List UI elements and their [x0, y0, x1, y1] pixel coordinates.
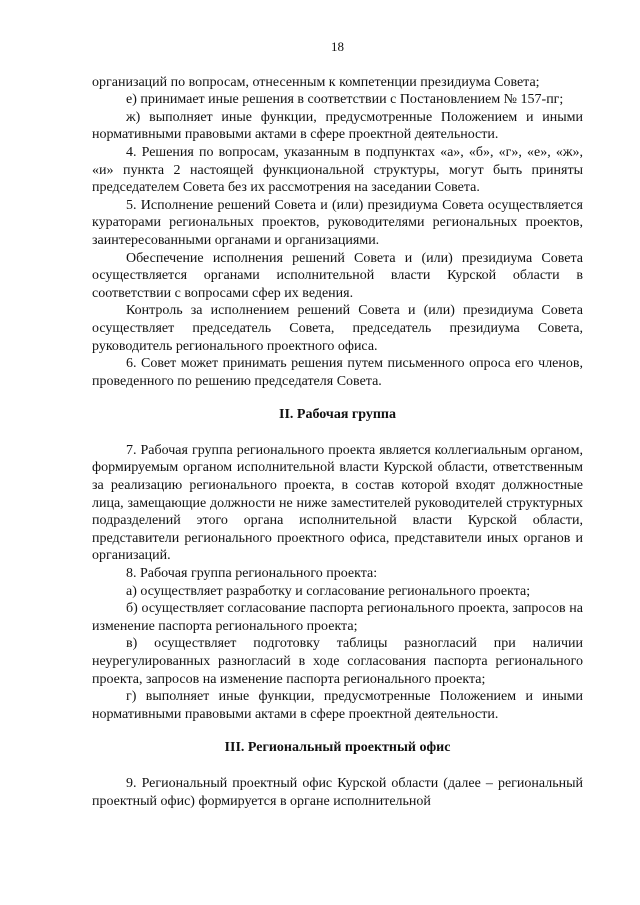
paragraph: 5. Исполнение решений Совета и (или) президиума Совета осуществляется кураторами региональных проектов, руководителями региональных проектов, заинтересованными органами и организациями.: [92, 197, 583, 248]
paragraph: 8. Рабочая группа регионального проекта:: [126, 566, 378, 582]
section-2-body: [92, 442, 583, 724]
section-1-continuation: [92, 74, 583, 391]
paragraph: 7. Рабочая группа регионального проекта является коллегиальным органом, формируемым органом исполнительной власти Курской области, ответственным за реализацию регионального проекта, в состав которой входят должностные лица, замещающие должности не ниже заместителей руководителей структурных подразделений этого органа исполнительной власти Курской области, представители регионального проектного офиса, представители иных органов и организаций.: [92, 442, 583, 564]
section-3-body: [92, 775, 583, 810]
paragraph: г) выполняет иные функции, предусмотренные Положением и иными нормативными правовыми актами в сфере проектной деятельности.: [92, 689, 583, 722]
section-heading: III. Региональный проектный офис: [224, 740, 451, 756]
paragraph: 9. Региональный проектный офис Курской области (далее – региональный проектный офис) формируется в органе исполнительной: [92, 775, 583, 809]
page-number: 18: [331, 39, 344, 54]
paragraph: е) принимает иные решения в соответствии с Постановлением № 157-пг;: [126, 92, 564, 108]
paragraph: б) осуществляет согласование паспорта регионального проекта, запросов на изменение паспорта регионального проекта;: [92, 601, 583, 634]
paragraph: 4. Решения по вопросам, указанным в подпунктах «а», «б», «г», «е», «ж», «и» пункта 2 настоящей функциональной структуры, могут быть приняты председателем Совета без их рассмотрения на заседании Совета.: [92, 144, 583, 196]
paragraph: Контроль за исполнением решений Совета и (или) президиума Совета осуществляет председатель Совета, председатель президиума Совета, руководитель регионального проектного офиса.: [92, 303, 583, 354]
paragraph: ж) выполняет иные функции, предусмотренные Положением и иными нормативными правовыми актами в сфере проектной деятельности.: [92, 109, 583, 143]
paragraph: 6. Совет может принимать решения путем письменного опроса его членов, проведенного по решению председателя Совета.: [92, 356, 583, 389]
paragraph: а) осуществляет разработку и согласование регионального проекта;: [126, 583, 531, 599]
paragraph: Обеспечение исполнения решений Совета и (или) президиума Совета осуществляется органами исполнительной власти Курской области в соответствии с вопросами сфер их ведения.: [92, 250, 583, 301]
paragraph: организаций по вопросам, отнесенным к компетенции президиума Совета;: [92, 74, 540, 90]
paragraph: в) осуществляет подготовку таблицы разногласий при наличии неурегулированных разногласий в ходе согласования паспорта регионального проекта, запросов на изменение паспорта регионального проекта;: [92, 636, 583, 687]
section-heading: II. Рабочая группа: [279, 407, 396, 423]
document-page: [92, 38, 583, 810]
